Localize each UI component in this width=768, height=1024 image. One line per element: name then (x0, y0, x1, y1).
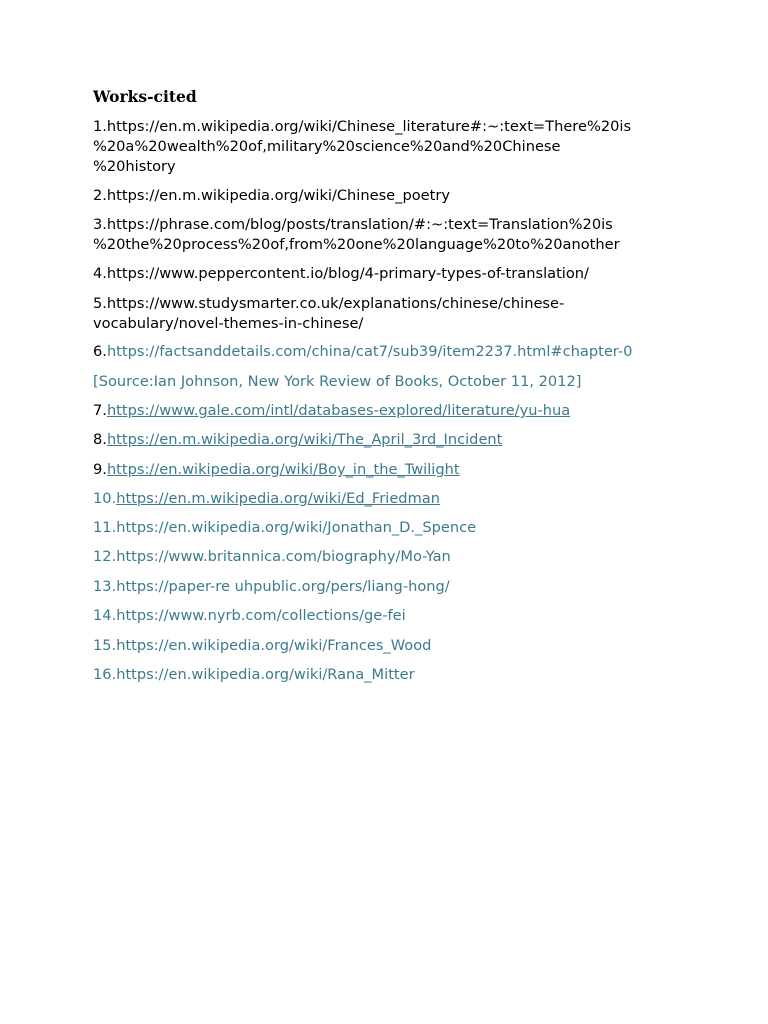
citation-link[interactable]: https://en.wikipedia.org/wiki/Boy_in_the_Twilight (106, 461, 460, 478)
citation-7 (93, 401, 693, 421)
citation-line: vocabulary/novel-themes-in-chinese/ (93, 315, 364, 332)
citation-line: 2.https://en.m.wikipedia.org/wiki/Chinese_poetry (93, 187, 450, 204)
citation-5 (93, 294, 693, 334)
citation-link[interactable]: https://en.m.wikipedia.org/wiki/Ed_Friedman (116, 490, 440, 507)
citation-15[interactable]: 15.https://en.wikipedia.org/wiki/Frances_Wood (93, 637, 432, 654)
citation-8 (93, 430, 693, 450)
citation-16[interactable]: 16.https://en.wikipedia.org/wiki/Rana_Mitter (93, 666, 415, 683)
citation-number: 8. (93, 431, 107, 448)
citation-link[interactable]: https://factsanddetails.com/china/cat7/sub39/item2237.html#chapter-0 (106, 343, 633, 360)
citation-number: 10. (93, 490, 117, 507)
citation-12[interactable]: 12.https://www.britannica.com/biography/Mo-Yan (93, 548, 451, 565)
page-title: Works-cited (93, 87, 197, 106)
citation-line: 1.https://en.m.wikipedia.org/wiki/Chinese_literature#:~:text=There%20is (93, 118, 632, 135)
citation-11[interactable]: 11.https://en.wikipedia.org/wiki/Jonathan_D._Spence (93, 519, 477, 536)
citation-line: 5.https://www.studysmarter.co.uk/explanations/chinese/chinese- (93, 295, 565, 312)
citation-line: %20the%20process%20of,from%20one%20language%20to%20another (93, 236, 620, 253)
citation-line: %20a%20wealth%20of,military%20science%20and%20Chinese (93, 138, 561, 155)
citation-line: 4.https://www.peppercontent.io/blog/4-primary-types-of-translation/ (93, 265, 589, 282)
citation-9 (93, 460, 693, 480)
citation-3 (93, 215, 693, 255)
citation-14[interactable]: 14.https://www.nyrb.com/collections/ge-fei (93, 607, 406, 624)
citation-link[interactable]: https://www.gale.com/intl/databases-explored/literature/yu-hua (106, 402, 571, 419)
citation-2 (93, 186, 693, 206)
citation-line: 3.https://phrase.com/blog/posts/translation/#:~:text=Translation%20is (93, 216, 613, 233)
citation-6 (93, 342, 693, 362)
citation-line: %20history (93, 158, 176, 175)
citation-number: 6. (93, 343, 107, 360)
citation-10 (93, 489, 693, 509)
citation-link[interactable]: https://en.m.wikipedia.org/wiki/The_April_3rd_Incident (106, 431, 503, 448)
citation-number: 9. (93, 461, 107, 478)
citation-1 (93, 117, 693, 177)
citation-number: 7. (93, 402, 107, 419)
citation-4 (93, 264, 693, 284)
source-note: [Source:Ian Johnson, New York Review of Books, October 11, 2012] (93, 373, 582, 390)
citation-13[interactable]: 13.https://paper-re uhpublic.org/pers/liang-hong/ (93, 578, 450, 595)
